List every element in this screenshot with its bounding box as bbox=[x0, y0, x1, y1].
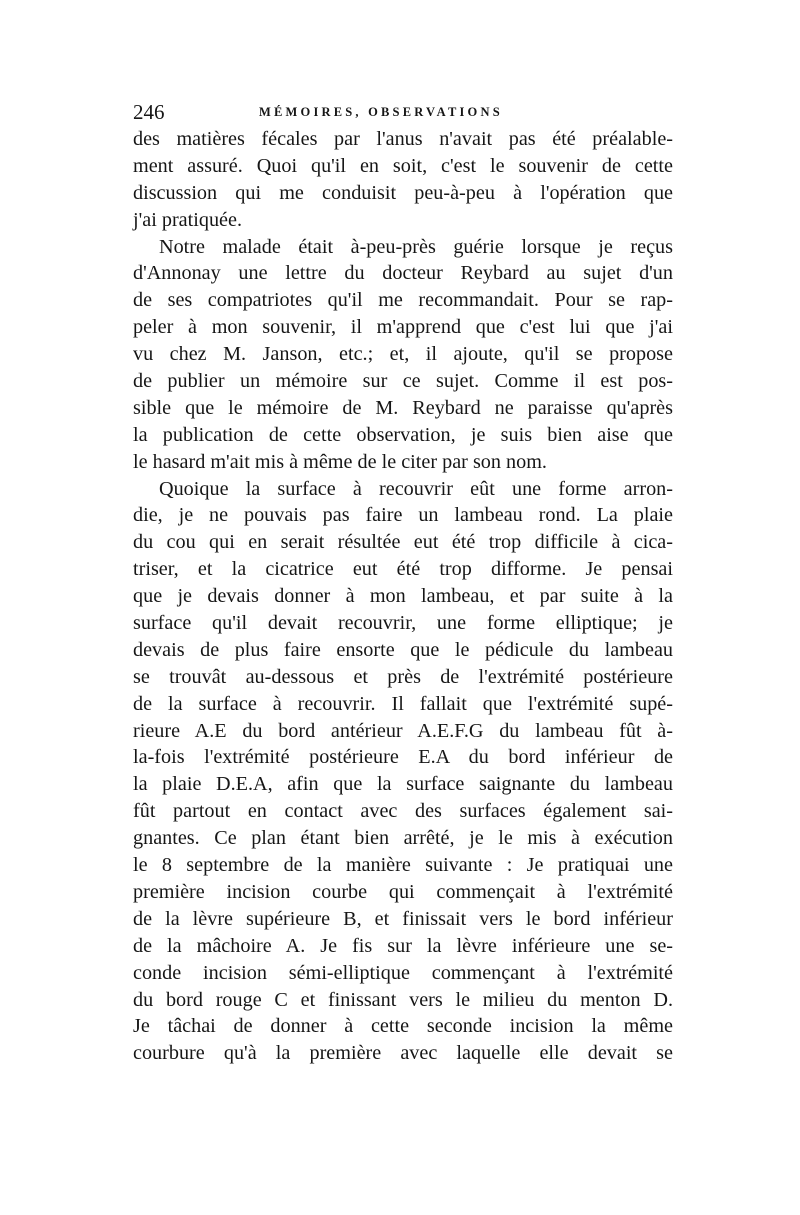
text-line: Je tâchai de donner à cette seconde incision la même bbox=[133, 1015, 673, 1038]
text-line: rieure A.E du bord antérieur A.E.F.G du lambeau fût à- bbox=[133, 719, 673, 742]
text-line: courbure qu'à la première avec laquelle elle devait se bbox=[133, 1042, 673, 1065]
text-line: que je devais donner à mon lambeau, et par suite à la bbox=[133, 585, 673, 608]
text-line: le 8 septembre de la manière suivante : Je pratiquai une bbox=[133, 854, 673, 877]
text-line: gnantes. Ce plan étant bien arrêté, je le mis à exécution bbox=[133, 827, 673, 850]
text-line: de la surface à recouvrir. Il fallait que l'extrémité supé- bbox=[133, 692, 673, 715]
text-line: des matières fécales par l'anus n'avait pas été préalable- bbox=[133, 128, 673, 150]
text-line: de la lèvre supérieure B, et finissait vers le bord inférieur bbox=[133, 907, 673, 930]
text-line: le hasard m'ait mis à même de le citer par son nom. bbox=[133, 450, 547, 473]
text-line: du cou qui en serait résultée eut été trop difficile à cica- bbox=[133, 531, 673, 554]
text-line: sible que le mémoire de M. Reybard ne paraisse qu'après bbox=[133, 396, 673, 419]
text-line: j'ai pratiquée. bbox=[133, 208, 243, 231]
text-line: peler à mon souvenir, il m'apprend que c'est lui que j'ai bbox=[133, 316, 673, 339]
text-line: la publication de cette observation, je suis bien aise que bbox=[133, 423, 673, 446]
text-line: triser, et la cicatrice eut été trop difforme. Je pensai bbox=[133, 558, 673, 581]
text-line: première incision courbe qui commençait à l'extrémité bbox=[133, 880, 673, 903]
text-line: se trouvât au-dessous et près de l'extrémité postérieure bbox=[133, 665, 673, 688]
page-header bbox=[133, 100, 673, 124]
text-line: devais de plus faire ensorte que le pédicule du lambeau bbox=[133, 638, 673, 661]
text-line: la plaie D.E.A, afin que la surface saignante du lambeau bbox=[133, 773, 673, 796]
text-line: die, je ne pouvais pas faire un lambeau rond. La plaie bbox=[133, 504, 673, 527]
text-line: discussion qui me conduisit peu-à-peu à l'opération que bbox=[133, 181, 673, 204]
text-line: fût partout en contact avec des surfaces également sai- bbox=[133, 800, 673, 823]
running-title: MÉMOIRES, OBSERVATIONS bbox=[259, 105, 503, 119]
text-line: Notre malade était à-peu-près guérie lorsque je reçus bbox=[159, 235, 673, 258]
text-line: de ses compatriotes qu'il me recommandait. Pour se rap- bbox=[133, 289, 673, 312]
text-line: du bord rouge C et finissant vers le milieu du menton D. bbox=[133, 988, 673, 1011]
text-line: vu chez M. Janson, etc.; et, il ajoute, qu'il se propose bbox=[133, 343, 673, 366]
text-line: surface qu'il devait recouvrir, une forme elliptique; je bbox=[133, 612, 673, 635]
text-line: de publier un mémoire sur ce sujet. Comme il est pos- bbox=[133, 370, 673, 393]
page-number: 246 bbox=[133, 100, 165, 124]
text-line: d'Annonay une lettre du docteur Reybard au sujet d'un bbox=[133, 262, 673, 285]
body-text bbox=[133, 126, 673, 1067]
text-line: la-fois l'extrémité postérieure E.A du bord inférieur de bbox=[133, 746, 673, 769]
text-line: ment assuré. Quoi qu'il en soit, c'est le souvenir de cette bbox=[133, 154, 673, 177]
text-line: de la mâchoire A. Je fis sur la lèvre inférieure une se- bbox=[133, 934, 673, 957]
text-line: Quoique la surface à recouvrir eût une forme arron- bbox=[159, 477, 673, 500]
text-line: conde incision sémi-elliptique commençant à l'extrémité bbox=[133, 961, 673, 984]
